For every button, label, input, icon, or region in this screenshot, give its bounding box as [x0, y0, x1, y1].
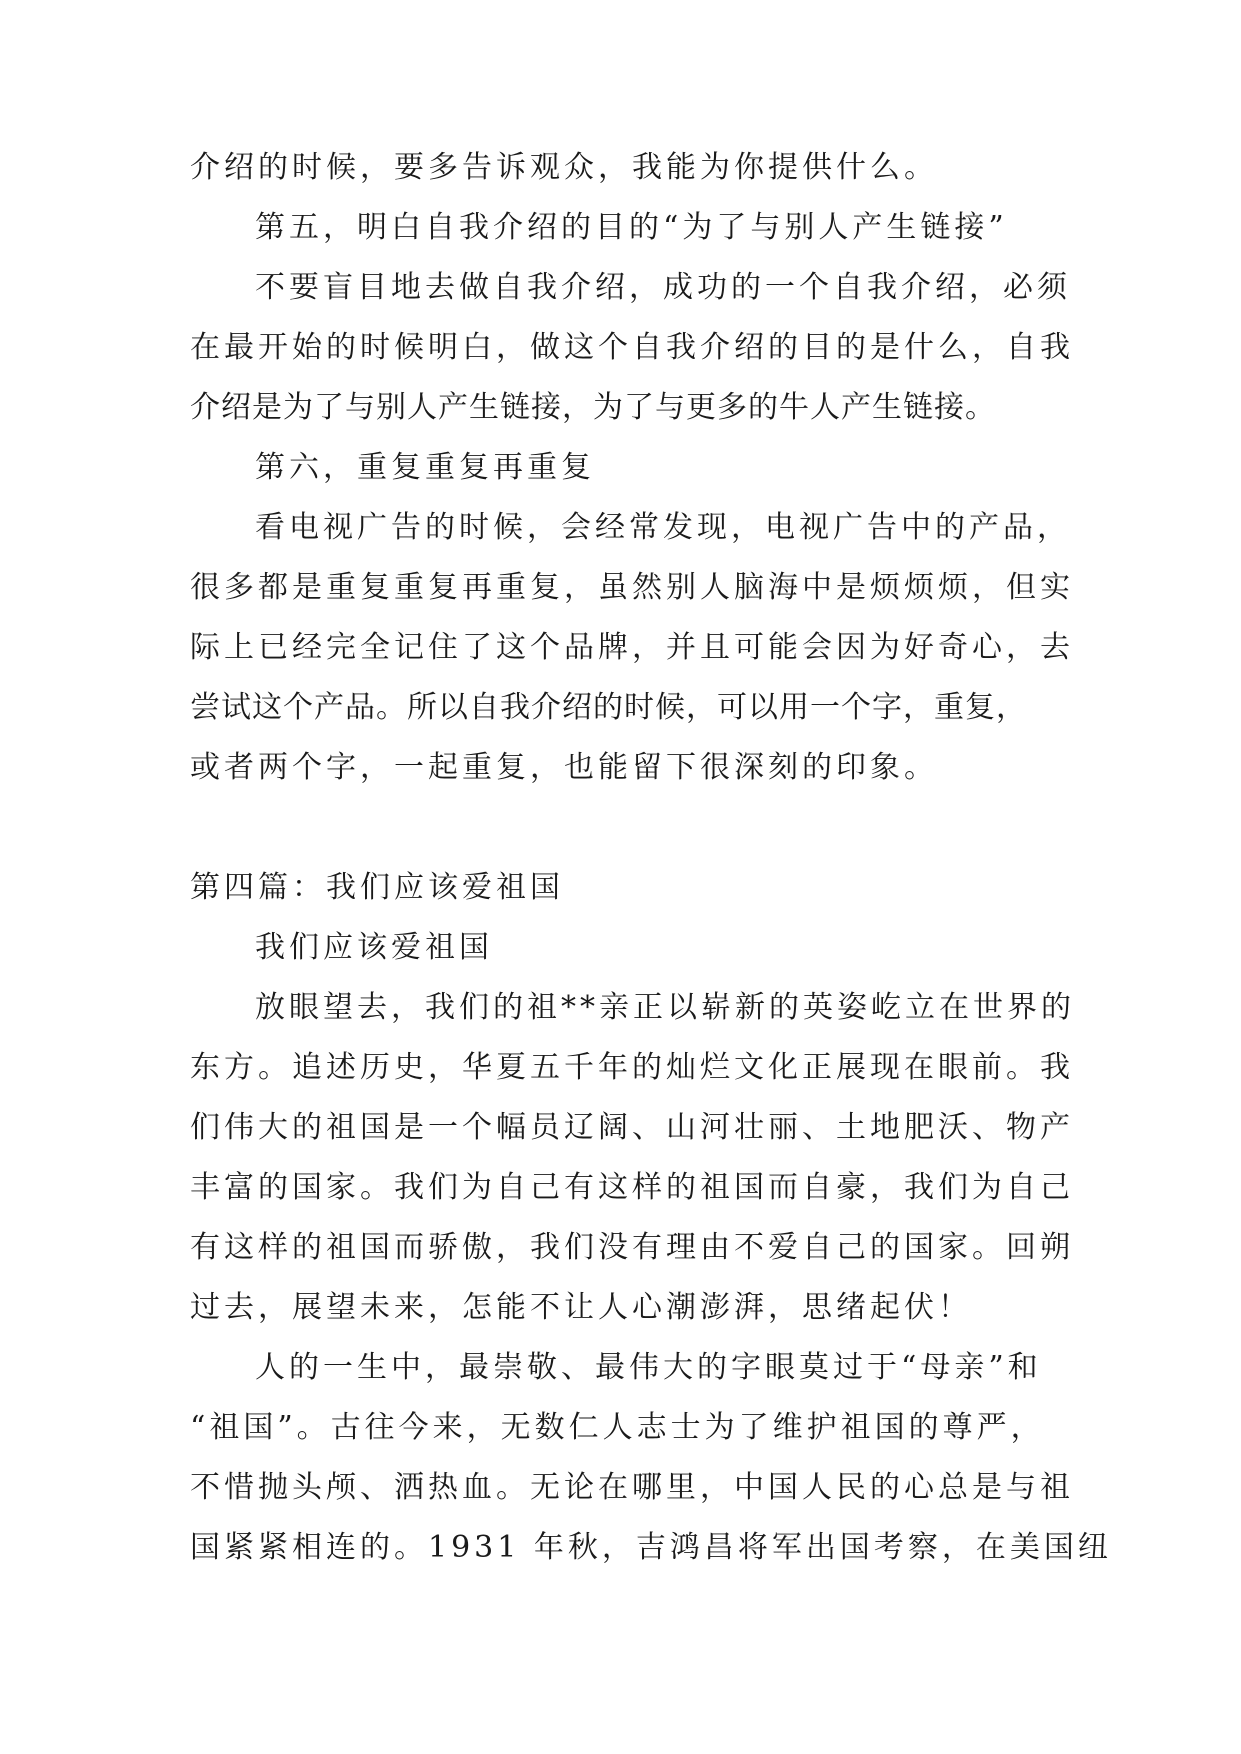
paragraph-line: 丰富的国家。我们为自己有这样的祖国而自豪，我们为自己 — [190, 1170, 1074, 1205]
paragraph-line: 放眼望去，我们的祖**亲正以崭新的英姿屹立在世界的 — [255, 990, 1075, 1025]
paragraph-line: “祖国”。古往今来，无数仁人志士为了维护祖国的尊严， — [190, 1410, 1045, 1445]
paragraph-line: 介绍是为了与别人产生链接，为了与更多的牛人产生链接。 — [190, 390, 996, 425]
chapter-heading: 第四篇：我们应该爱祖国 — [190, 870, 564, 905]
paragraph-line: 过去，展望未来，怎能不让人心潮澎湃，思绪起伏！ — [190, 1290, 972, 1325]
paragraph-line: 不要盲目地去做自我介绍，成功的一个自我介绍，必须 — [255, 270, 1071, 305]
paragraph-line: 在最开始的时候明白，做这个自我介绍的目的是什么，自我 — [190, 330, 1074, 365]
paragraph-line: 国紧紧相连的。1931 年秋，吉鸿昌将军出国考察，在美国纽 — [190, 1530, 1112, 1565]
paragraph-line: 有这样的祖国而骄傲，我们没有理由不爱自己的国家。回朔 — [190, 1230, 1074, 1265]
section-heading-fifth: 第五，明白自我介绍的目的“为了与别人产生链接” — [255, 210, 1008, 245]
paragraph-line: 介绍的时候，要多告诉观众，我能为你提供什么。 — [190, 150, 938, 185]
paragraph-line: 或者两个字，一起重复，也能留下很深刻的印象。 — [190, 750, 938, 785]
paragraph-line: 人的一生中，最崇敬、最伟大的字眼莫过于“母亲”和 — [255, 1350, 1042, 1385]
paragraph-line: 际上已经完全记住了这个品牌，并且可能会因为好奇心，去 — [190, 630, 1074, 665]
paragraph-line: 不惜抛头颅、洒热血。无论在哪里，中国人民的心总是与祖 — [190, 1470, 1074, 1505]
paragraph-line: 看电视广告的时候，会经常发现，电视广告中的产品， — [255, 510, 1071, 545]
paragraph-line: 尝试这个产品。所以自我介绍的时候，可以用一个字，重复， — [190, 690, 1027, 725]
article-title: 我们应该爱祖国 — [255, 930, 493, 965]
paragraph-line: 们伟大的祖国是一个幅员辽阔、山河壮丽、土地肥沃、物产 — [190, 1110, 1074, 1145]
paragraph-line: 很多都是重复重复再重复，虽然别人脑海中是烦烦烦，但实 — [190, 570, 1074, 605]
paragraph-line: 东方。追述历史，华夏五千年的灿烂文化正展现在眼前。我 — [190, 1050, 1074, 1085]
section-heading-sixth: 第六，重复重复再重复 — [255, 450, 595, 485]
